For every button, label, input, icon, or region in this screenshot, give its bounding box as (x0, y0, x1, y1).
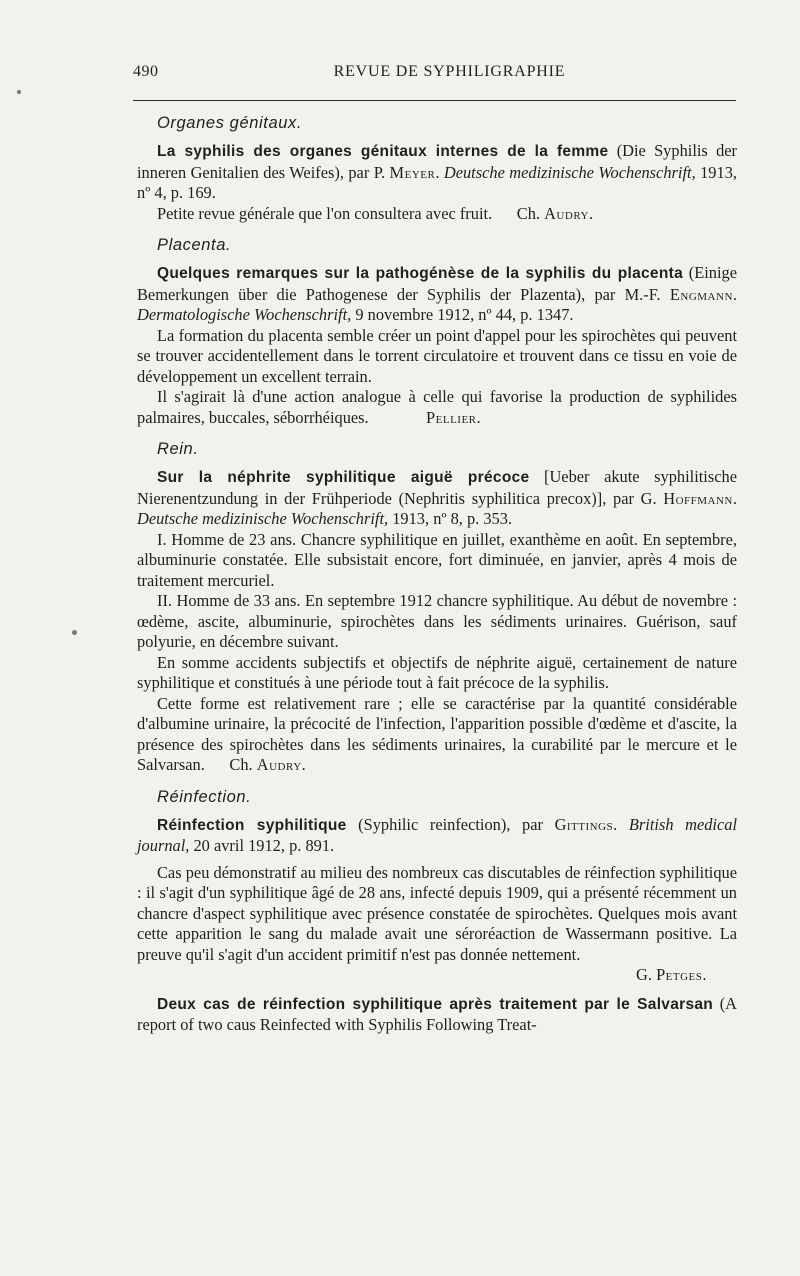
entry-reinfection-signature: G. Petges. (636, 965, 707, 984)
author-name: Engmann (669, 284, 733, 304)
entry-rein-paragraph: I. Homme de 23 ans. Chancre syphilitique en juillet, exanthème en août. En septembre, albuminurie constatée. Elle subsistait encore, fort diminuée, en janvier, après 4 mois de traitement mercuriel. (137, 529, 737, 590)
entry-title: Réinfection syphilitique (157, 816, 347, 834)
author-name: Meyer (389, 162, 436, 182)
author-name: Hoffmann (663, 488, 733, 508)
signature: Audry. (544, 203, 594, 223)
entry-reinfection-reference: Réinfection syphilitique (Syphilic reinfection), par Gittings. British medical journal, 20 avril 1912, p. 891. (137, 814, 738, 855)
entry-reinfection-reference: Deux cas de réinfection syphilitique après traitement par le Salvarsan (A report of two caus Reinfected with Syphilis Following Treat- (137, 993, 737, 1034)
section-heading-reinfection: Réinfection. (157, 787, 252, 806)
entry-rein-paragraph: En somme accidents subjectifs et objectifs de néphrite aiguë, certainement de nature syphilitique et constitués à une période tout à fait précoce de la syphilis. (137, 652, 737, 692)
signature: Petges. (656, 965, 707, 984)
journal-name: British medical journal, (137, 814, 738, 855)
signature: Pellier. (426, 407, 482, 427)
entry-placenta-paragraph: Il s'agirait là d'une action analogue à celle qui favorise la production de syphilides palmaires, buccales, séborrhéiques. Pellier. (137, 387, 737, 427)
journal-name: Deutsche medizinische Wochenschrift, (443, 162, 696, 182)
entry-rein-paragraph: II. Homme de 33 ans. En septembre 1912 chancre syphilitique. Au début de novembre : œdème, ascite, albuminurie, spirochètes dans les sédiments urinaires. Guérison, sauf polyurie, en décembre suivant. (137, 591, 737, 651)
margin-dot (17, 90, 21, 94)
section-heading-organes: Organes génitaux. (157, 114, 303, 132)
header-rule (133, 100, 736, 101)
entry-organes-reference: La syphilis des organes génitaux internes de la femme (Die Syphilis der inneren Genitalien des Weifes), par P. Meyer. Deutsche medizinische Wochenschrift, 1913, nº 4, p. 169. (137, 141, 737, 202)
author-name: Gittings (554, 814, 614, 834)
margin-dot (72, 630, 77, 635)
section-heading-placenta: Placenta. (157, 236, 232, 254)
page-content (137, 112, 737, 1036)
entry-reinfection-paragraph: Cas peu démonstratif au milieu des nombreux cas discutables de réinfection syphilitique : il s'agit d'un syphilitique âgé de 28 ans, infecté depuis 1909, qui a présenté récemment un chancre d'aspect syphilitique avec présence constatée de spirochètes. Quelques mois avant cette apparition le sang du malade avait une séroréaction de Wassermann positive. La preuve qu'il s'agit d'un accident primitif n'est pas donnée nettement. (137, 862, 737, 964)
signature: Audry. (256, 755, 307, 774)
running-title: REVUE DE SYPHILIGRAPHIE (333, 63, 566, 80)
entry-organes-body: Petite revue générale que l'on consultera avec fruit. Ch. Audry. (157, 203, 594, 223)
journal-name: Deutsche medizinische Wochenschrift, (137, 509, 389, 528)
journal-name: Dermatologische Wochenschrift, (137, 305, 352, 324)
entry-title: La syphilis des organes génitaux internes de la femme (157, 143, 609, 160)
page-header (133, 63, 736, 103)
entry-title: Sur la néphrite syphilitique aiguë précoce (157, 469, 530, 486)
entry-title: Quelques remarques sur la pathogénèse de la syphilis du placenta (157, 265, 683, 282)
page-number: 490 (133, 63, 159, 80)
entry-rein-paragraph: Cette forme est relativement rare ; elle se caractérise par la quantité considérable d'albumine urinaire, la précocité de l'infection, l'apparition possible d'œdème et d'ascite, la présence des spirochètes dans les sédiments urinaires, la curabilité par le mercure et le Salvarsan. Ch. Audry. (137, 693, 737, 774)
entry-placenta-reference: Quelques remarques sur la pathogénèse de la syphilis du placenta (Einige Bemerkungen über die Pathogenese der Syphilis der Plazenta), par M.-F. Engmann. Dermatologische Wochenschrift, 9 novembre 1912, nº 44, p. 1347. (137, 263, 738, 324)
entry-rein-reference: Sur la néphrite syphilitique aiguë précoce [Ueber akute syphilitische Nierenentzundung in der Frühperiode (Nephritis syphilitica precox)], par G. Hoffmann. Deutsche medizinische Wochenschrift, 1913, nº 8, p. 353. (137, 467, 737, 528)
section-heading-rein: Rein. (157, 440, 199, 458)
entry-placenta-paragraph: La formation du placenta semble créer un point d'appel pour les spirochètes qui peuvent se trouver accidentellement dans le torrent circulatoire et trouvent dans ce tissu en voie de développement un excellent terrain. (137, 325, 737, 386)
entry-title: Deux cas de réinfection syphilitique après traitement par le Salvarsan (157, 995, 714, 1013)
